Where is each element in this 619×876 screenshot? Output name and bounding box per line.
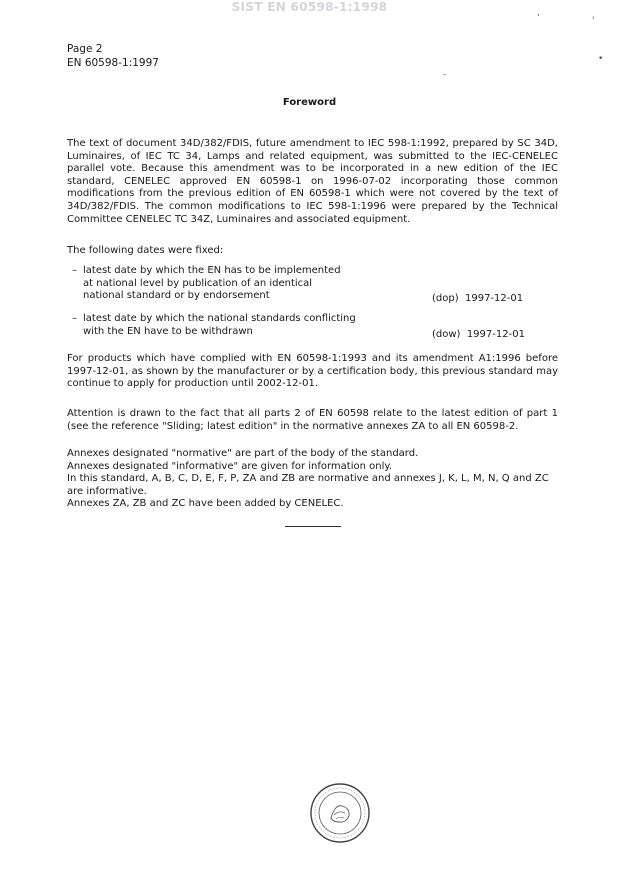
intro-paragraph: The text of document 34D/382/FDIS, future amendment to IEC 598-1:1992, prepared by SC 34D, Luminaires, of IEC TC 34, Lamps and related equipment, was submitted to the IEC-CENELEC parallel vote. Because this amendment was to be incorporated in a new edition of the IEC standard, CENELEC approved EN 60598-1 on 1996-07-02 incorporating those common modifications from the previous edition of EN 60598-1 which were not covered by the text of 34D/382/FDIS. The common modifications to IEC 598-1:1996 were prepared by the Technical Committee CENELEC TC 34Z, Luminaires and associated equipment. xyxy=(67,138,558,225)
date-item-line: latest date by which the EN has to be implemented xyxy=(83,265,341,276)
dates-intro: The following dates were fixed: xyxy=(67,245,224,256)
annexes-block xyxy=(67,448,558,511)
annex-line: Annexes designated "normative" are part of the body of the standard. xyxy=(67,448,419,459)
date-code: (dow) xyxy=(432,329,461,340)
stamp-seal-icon xyxy=(309,782,371,844)
page-header xyxy=(67,42,159,70)
dash-bullet: – xyxy=(72,265,77,276)
annex-line: Annexes designated "informative" are given for information only. xyxy=(67,460,393,472)
products-paragraph: For products which have complied with EN 60598-1:1993 and its amendment A1:1996 before 1997-12-01, as shown by the manufacturer or by a certification body, this previous standard may continue to apply for production until 2002-12-01. xyxy=(67,353,558,390)
annex-line: Annexes ZA, ZB and ZC have been added by CENELEC. xyxy=(67,498,344,510)
attention-paragraph: Attention is drawn to the fact that all parts 2 of EN 60598 relate to the latest edition of part 1 (see the reference "Sliding; latest edition" in the normative annexes ZA to all EN 60598-2. xyxy=(67,408,558,432)
date-value: 1997-12-01 xyxy=(466,329,525,340)
end-rule xyxy=(285,526,341,527)
scan-speck-icon: - xyxy=(443,70,447,80)
date-item-line: with the EN have to be withdrawn xyxy=(83,325,253,337)
dash-bullet: – xyxy=(72,313,77,324)
date-item-line: national standard or by endorsement xyxy=(83,290,270,302)
document-id: EN 60598-1:1997 xyxy=(67,57,159,69)
watermark: SIST EN 60598-1:1998 xyxy=(231,0,388,14)
date-item-line: latest date by which the national standards conflicting xyxy=(83,313,356,324)
date-value: 1997-12-01 xyxy=(464,293,524,304)
date-item-line: at national level by publication of an identical xyxy=(83,277,313,289)
scan-speck-icon: ' xyxy=(592,16,595,26)
annex-line: In this standard, A, B, C, D, E, F, P, ZA and ZB are normative and annexes J, K, L, M, N, Q and ZC are informative. xyxy=(67,473,549,497)
date-code: (dop) xyxy=(432,293,459,304)
page-number: Page 2 xyxy=(67,43,103,55)
scan-speck-icon: • xyxy=(598,54,604,64)
scan-speck-icon: ‚ xyxy=(537,8,540,18)
section-title: Foreword xyxy=(282,97,337,108)
